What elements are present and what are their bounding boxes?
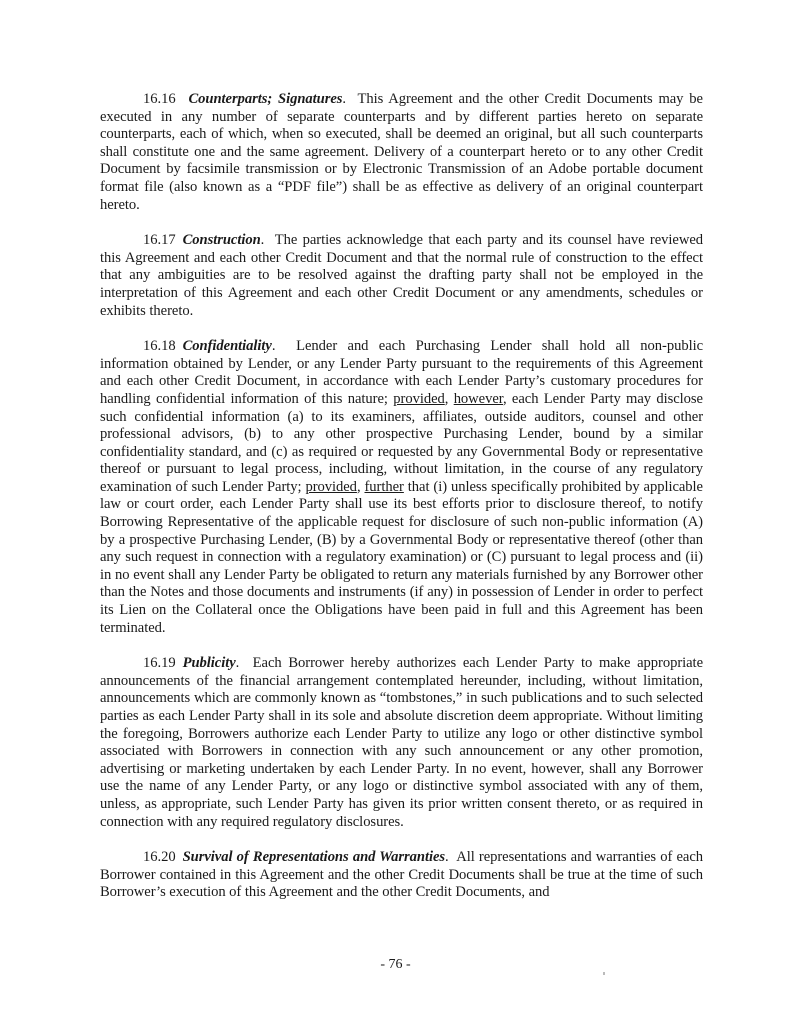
section-body: This Agreement and the other Credit Documents may be executed in any number of separate counterparts and by different parties hereto on separate counterparts, each of which, when so executed, shall be deemed an original, but all such counterparts shall constitute one and the same agreement. Delivery of a counterpart hereto or to any other Credit Document by facsimile transmission or by Electronic Transmission of an Adobe portable document format file (also known as a “PDF file”) shall be as effective as delivery of an original counterpart hereto. <box>100 91 703 213</box>
section-16-19: 16.19 Publicity. Each Borrower hereby authorizes each Lender Party to make appropriate announcements of the financial arrangement contemplated hereunder, including, without limitation, announcements which are commonly known as “tombstones,” in such publications and to such selected parties as each Lender Party shall in its sole and absolute discretion deem appropriate. Without limiting the foregoing, Borrowers authorize each Lender Party to utilize any logo or other distinctive symbol associated with Borrowers in connection with any such announcement or any other promotion, advertising or marketing undertaken by each Lender Party. In no event, however, shall any Borrower use the name of any Lender Party, or any logo or distinctive symbol associated with any of them, unless, as appropriate, such Lender Party has given its prior written consent thereto, or as required in connection with any required regulatory disclosures. <box>100 655 703 830</box>
section-number: 16.16 <box>143 91 176 107</box>
section-heading: Publicity <box>182 655 236 672</box>
section-heading: Construction <box>182 232 261 249</box>
section-16-16: 16.16 Counterparts; Signatures. This Agreement and the other Credit Documents may be executed in any number of separate counterparts and by different parties hereto on separate counterparts, each of which, when so executed, shall be deemed an original, but all such counterparts shall constitute one and the same agreement. Delivery of a counterpart hereto or to any other Credit Document by facsimile transmission or by Electronic Transmission of an Adobe portable document format file (also known as a “PDF file”) shall be as effective as delivery of an original counterpart hereto. <box>100 91 703 213</box>
separator: , <box>444 390 454 407</box>
section-body-part-c: that (i) unless specifically prohibited by applicable law or court order, each Lender Party shall use its best efforts prior to disclosure thereof, to notify Borrowing Representative of the applicable request for disclosure of such non-public information (A) by a prospective Purchasing Lender, (B) by a Governmental Body or representative thereof (other than any such request in connection with a regulatory examination) or (C) pursuant to legal process and (ii) in no event shall any Lender Party be obligated to return any materials furnished by any Borrower other than the Notes and those documents and instruments (if any) in possession of Lender in order to perfect its Lien on the Collateral once the Obligations have been paid in full and this Agreement has been terminated. <box>100 478 703 636</box>
section-body: The parties acknowledge that each party and its counsel have reviewed this Agreement and each other Credit Document and that the normal rule of construction to the effect that any ambiguities are to be resolved against the drafting party shall not be employed in the interpretation of this Agreement and each other Credit Document or any amendments, schedules or exhibits thereto. <box>100 232 703 319</box>
underlined-term-provided: provided <box>393 390 445 407</box>
section-body-part-b: , each Lender Party may disclose such confidential information (a) to its examiners, affiliates, outside auditors, counsel and other professional advisors, (b) to any other prospective Purchasing Lender, bound by a similar confidentiality standard, and (c) as required or requested by any Governmental Body or representative thereof or pursuant to legal process, including, without limitation, in the course of any regulatory examination of such Lender Party; <box>100 390 703 495</box>
section-16-18: 16.18 Confidentiality. Lender and each Purchasing Lender shall hold all non-public information obtained by Lender, or any Lender Party pursuant to the requirements of this Agreement and each other Credit Document, in accordance with each Lender Party’s customary procedures for handling confidential information of this nature; provided, however, each Lender Party may disclose such confidential information (a) to its examiners, affiliates, outside auditors, counsel and other professional advisors, (b) to any other prospective Purchasing Lender, bound by a similar confidentiality standard, and (c) as required or requested by any Governmental Body or representative thereof or pursuant to legal process, including, without limitation, in the course of any regulatory examination of such Lender Party; provided, further that (i) unless specifically prohibited by applicable law or court order, each Lender Party shall use its best efforts prior to disclosure thereof, to notify Borrowing Representative of the applicable request for disclosure of such non-public information (A) by a prospective Purchasing Lender, (B) by a Governmental Body or representative thereof (other than any such request in connection with a regulatory examination) or (C) pursuant to legal process and (ii) in no event shall any Lender Party be obligated to return any materials furnished by any Borrower other than the Notes and those documents and instruments (if any) in possession of Lender in order to perfect its Lien on the Collateral once the Obligations have been paid in full and this Agreement has been terminated. <box>100 338 703 636</box>
underlined-term-provided: provided <box>305 478 357 495</box>
document-page <box>100 91 703 920</box>
section-heading: Counterparts; Signatures <box>188 91 343 107</box>
page-footer <box>0 957 791 973</box>
section-number: 16.19 <box>143 655 176 672</box>
page-number: - 76 - <box>380 957 411 972</box>
scan-artifact <box>603 972 605 975</box>
underlined-term-further: further <box>364 478 404 495</box>
section-body-part-a: Lender and each Purchasing Lender shall hold all non-public information obtained by Lender, or any Lender Party pursuant to the requirements of this Agreement and each other Credit Document, in accordance with each Lender Party’s customary procedures for handling confidential information of this nature; <box>100 338 703 407</box>
section-heading: Confidentiality <box>182 338 272 355</box>
section-number: 16.20 <box>143 849 176 866</box>
section-heading: Survival of Representations and Warranties <box>182 849 446 866</box>
section-body: Each Borrower hereby authorizes each Lender Party to make appropriate announcements of the financial arrangement contemplated hereunder, including, without limitation, announcements which are commonly known as “tombstones,” in such publications and to such selected parties as each Lender Party shall in its sole and absolute discretion deem appropriate. Without limiting the foregoing, Borrowers authorize each Lender Party to utilize any logo or other distinctive symbol associated with Borrowers in connection with any such announcement or any other promotion, advertising or marketing undertaken by each Lender Party. In no event, however, shall any Borrower use the name of any Lender Party, or any logo or distinctive symbol associated with any of them, unless, as appropriate, such Lender Party has given its prior written consent thereto, or as required in connection with any required regulatory disclosures. <box>100 655 703 830</box>
section-number: 16.18 <box>143 338 176 355</box>
underlined-term-however: however <box>453 390 503 407</box>
section-number: 16.17 <box>143 232 176 249</box>
section-body: All representations and warranties of each Borrower contained in this Agreement and the other Credit Documents shall be true at the time of such Borrower’s execution of this Agreement and the other Credit Documents, and <box>100 849 703 901</box>
separator: , <box>356 478 365 495</box>
section-16-20: 16.20 Survival of Representations and Warranties. All representations and warranties of each Borrower contained in this Agreement and the other Credit Documents shall be true at the time of such Borrower’s execution of this Agreement and the other Credit Documents, and <box>100 849 703 901</box>
section-16-17: 16.17 Construction. The parties acknowledge that each party and its counsel have reviewed this Agreement and each other Credit Document and that the normal rule of construction to the effect that any ambiguities are to be resolved against the drafting party shall not be employed in the interpretation of this Agreement and each other Credit Document or any amendments, schedules or exhibits thereto. <box>100 232 703 319</box>
